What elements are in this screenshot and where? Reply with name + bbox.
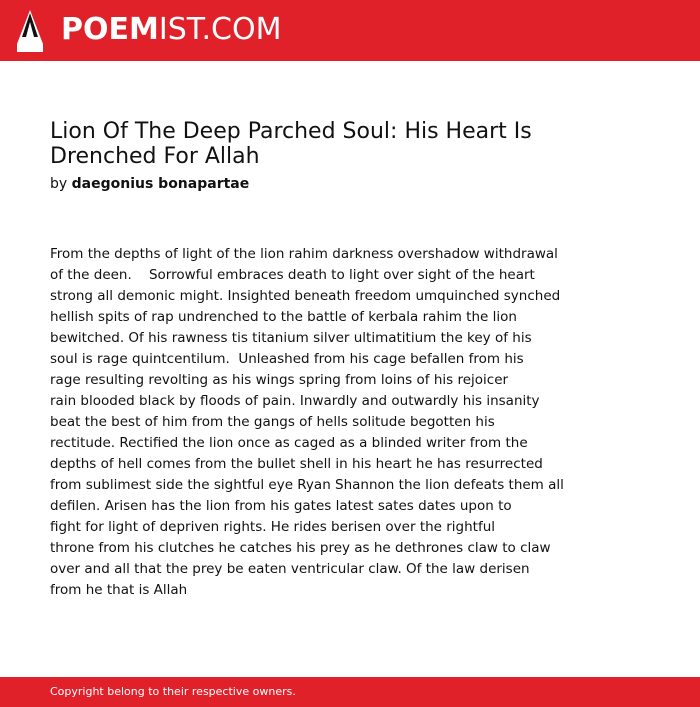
logo-bold-text: POEM <box>61 12 159 47</box>
site-logo[interactable] <box>61 12 281 48</box>
byline <box>50 174 249 194</box>
logo-light-text: IST.COM <box>158 12 282 47</box>
by-label: by <box>50 176 68 192</box>
site-footer <box>0 677 700 707</box>
site-header <box>0 0 700 61</box>
copyright-text: Copyright belong to their respective owners. <box>50 685 296 698</box>
poem-body: From the depths of light of the lion rahim darkness overshadow withdrawal of the deen. Sorrowful embraces death to light over sight of the heart strong all demonic might. Insighted beneath freedom umquinched synched hellish spits of rap undrenched to the battle of kerbala rahim the lion bewitched. Of his rawness tis titanium silver ultimatitium the key of his soul is rage quintcentilum. Unleashed from his cage befallen from his rage resulting revolting as his wings spring from loins of his rejoicer rain blooded black by floods of pain. Inwardly and outwardly his insanity beat the best of him from the gangs of hells solitude begotten his rectitude. Rectified the lion once as caged as a blinded writer from the depths of hell comes from the bullet shell in his heart he has resurrected from sublimest side the sightful eye Ryan Shannon the lion defeats them all defilen. Arisen has the lion from his gates latest sates dates upon to fight for light of depriven rights. He rides berisen over the rightful throne from his clutches he catches his prey as he dethrones claw to claw over and all that the prey be eaten ventricular claw. Of the law derisen from he that is Allah <box>50 246 564 598</box>
poem-title: Lion Of The Deep Parched Soul: His Heart Is Drenched For Allah <box>50 119 532 169</box>
pencil-tip-icon[interactable] <box>17 10 43 52</box>
author-name: daegonius bonapartae <box>71 176 250 192</box>
